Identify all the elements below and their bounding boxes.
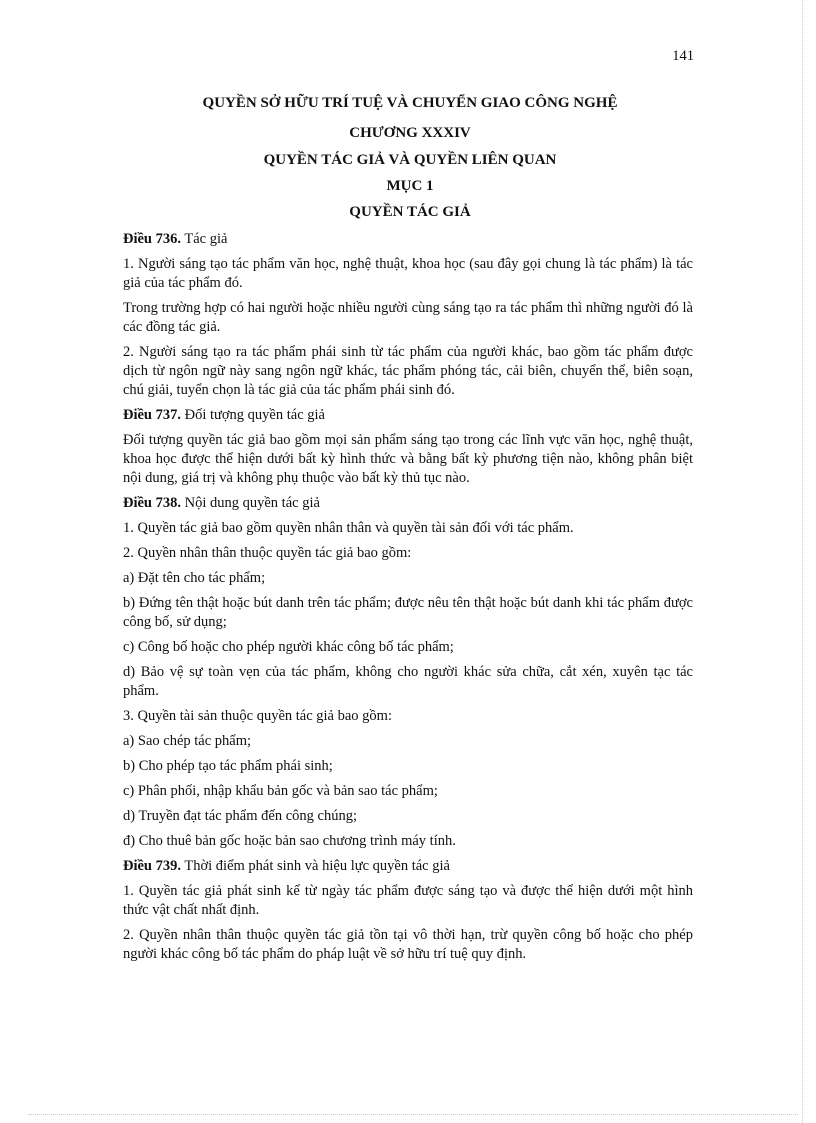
paragraph: Đối tượng quyền tác giả bao gồm mọi sản phẩm sáng tạo trong các lĩnh vực văn học, nghệ thuật, khoa học được thể hiện dưới bất kỳ hình thức và bằng bất kỳ phương tiện nào, không phân biệt nội dung, giá trị và không phụ thuộc vào bất kỳ thủ tục nào. (123, 432, 693, 486)
list-item: c) Phân phối, nhập khẩu bản gốc và bản sao tác phẩm; (123, 783, 438, 799)
chapter-heading: CHƯƠNG XXXIV (349, 125, 471, 141)
page-number: 141 (672, 48, 694, 64)
paragraph: Trong trường hợp có hai người hoặc nhiều người cùng sáng tạo ra tác phẩm thì những người đó là các đồng tác giả. (123, 300, 693, 335)
article-736-heading (123, 230, 693, 249)
paragraph: 1. Người sáng tạo tác phẩm văn học, nghệ thuật, khoa học (sau đây gọi chung là tác phẩm) là tác giả của tác phẩm đó. (123, 256, 693, 291)
page-edge-bottom (28, 1114, 798, 1115)
page-edge-right (802, 0, 803, 1123)
article-number: Điều 736. (123, 231, 181, 247)
list-item: a) Sao chép tác phẩm; (123, 733, 252, 749)
article-title: Tác giả (181, 231, 228, 247)
section-heading: MỤC 1 (386, 178, 434, 194)
paragraph: 3. Quyền tài sản thuộc quyền tác giả bao gồm: (123, 708, 392, 724)
article-737-heading (123, 406, 693, 425)
list-item: d) Bảo vệ sự toàn vẹn của tác phẩm, không cho người khác sửa chữa, cắt xén, xuyên tạc tác phẩm. (123, 664, 693, 699)
paragraph: 2. Người sáng tạo ra tác phẩm phái sinh từ tác phẩm của người khác, bao gồm tác phẩm được dịch từ ngôn ngữ này sang ngôn ngữ khác, tác phẩm phóng tác, cải biên, chuyển thể, biên soạn, chú giải, tuyển chọn là tác giả của tác phẩm phái sinh đó. (123, 344, 693, 398)
article-number: Điều 739. (123, 858, 181, 874)
list-item: đ) Cho thuê bản gốc hoặc bản sao chương trình máy tính. (123, 833, 456, 849)
article-738-heading (123, 494, 693, 513)
article-number: Điều 738. (123, 495, 181, 511)
paragraph: 2. Quyền nhân thân thuộc quyền tác giả bao gồm: (123, 545, 412, 561)
list-item: c) Công bố hoặc cho phép người khác công bố tác phẩm; (123, 639, 454, 655)
part-heading: QUYỀN SỞ HỮU TRÍ TUỆ VÀ CHUYỂN GIAO CÔNG NGHỆ (202, 95, 618, 111)
list-item: a) Đặt tên cho tác phẩm; (123, 570, 266, 586)
list-item: b) Cho phép tạo tác phẩm phái sinh; (123, 758, 333, 774)
paragraph: 1. Quyền tác giả bao gồm quyền nhân thân và quyền tài sản đối với tác phẩm. (123, 520, 574, 536)
article-title: Nội dung quyền tác giả (181, 495, 320, 511)
section-title: QUYỀN TÁC GIẢ (349, 204, 471, 220)
chapter-title: QUYỀN TÁC GIẢ VÀ QUYỀN LIÊN QUAN (263, 152, 557, 168)
article-739-heading (123, 857, 693, 876)
paragraph: 2. Quyền nhân thân thuộc quyền tác giả tồn tại vô thời hạn, trừ quyền công bố hoặc cho phép người khác công bố tác phẩm do pháp luật về sở hữu trí tuệ quy định. (123, 927, 693, 962)
article-number: Điều 737. (123, 407, 181, 423)
list-item: d) Truyền đạt tác phẩm đến công chúng; (123, 808, 357, 824)
paragraph: 1. Quyền tác giả phát sinh kể từ ngày tác phẩm được sáng tạo và được thể hiện dưới một hình thức vật chất nhất định. (123, 883, 693, 918)
list-item: b) Đứng tên thật hoặc bút danh trên tác phẩm; được nêu tên thật hoặc bút danh khi tác phẩm được công bố, sử dụng; (123, 595, 693, 630)
article-title: Thời điểm phát sinh và hiệu lực quyền tác giả (181, 858, 450, 874)
article-title: Đối tượng quyền tác giả (181, 407, 325, 423)
body-text (123, 230, 693, 970)
